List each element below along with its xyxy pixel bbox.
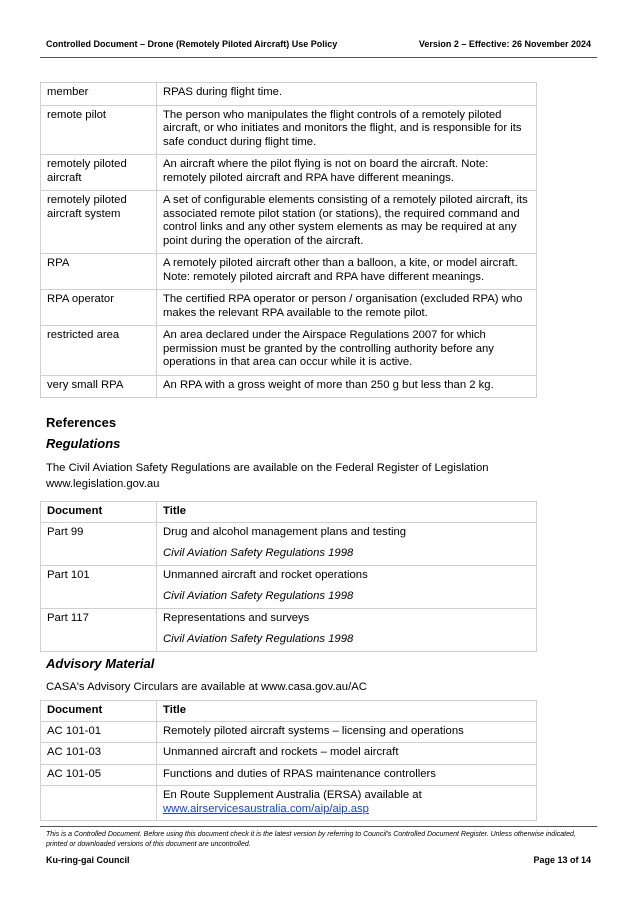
airservices-link[interactable]: www.airservicesaustralia.com/aip/aip.asp [163, 802, 369, 815]
advisory-heading: Advisory Material [46, 656, 155, 671]
document-cell: AC 101-01 [41, 721, 157, 743]
title-cell [157, 522, 537, 565]
title-cell [157, 786, 537, 821]
title-cell: Remotely piloted aircraft systems – licensing and operations [157, 721, 537, 743]
definition-cell: An RPA with a gross weight of more than 250 g but less than 2 kg. [157, 375, 537, 398]
definition-cell: An area declared under the Airspace Regulations 2007 for which permission must be granted by the controlling authority before any operations in that area can occur while it is active. [157, 326, 537, 376]
title-text: Drug and alcohol management plans and testing [163, 525, 407, 538]
term-cell: RPA operator [41, 290, 157, 326]
definitions-table [40, 82, 537, 398]
column-header-document: Document [41, 701, 157, 722]
title-text: Representations and surveys [163, 611, 310, 624]
term-cell: member [41, 83, 157, 106]
table-row [41, 721, 537, 743]
regulation-name: Civil Aviation Safety Regulations 1998 [163, 590, 354, 602]
council-name: Ku-ring-gai Council [46, 855, 130, 865]
term-cell: very small RPA [41, 375, 157, 398]
definition-cell: A set of configurable elements consisting of a remotely piloted aircraft, its associated remote pilot station (or stations), the required command and control links and any other system elements as may be required at any point during the operation of the aircraft. [157, 191, 537, 254]
table-row [41, 743, 537, 765]
term-cell: restricted area [41, 326, 157, 376]
term-cell: remote pilot [41, 105, 157, 155]
table-row [41, 326, 537, 376]
page-header [46, 39, 591, 49]
regulation-name: Civil Aviation Safety Regulations 1998 [163, 547, 354, 559]
title-cell: Unmanned aircraft and rockets – model aircraft [157, 743, 537, 765]
page-number: Page 13 of 14 [533, 855, 591, 865]
document-cell: Part 117 [41, 608, 157, 651]
document-cell [41, 786, 157, 821]
term-cell: RPA [41, 254, 157, 290]
title-cell [157, 565, 537, 608]
table-row [41, 764, 537, 786]
definition-cell: The person who manipulates the flight controls of a remotely piloted aircraft, or who initiates and monitors the flight, and is responsible for its safe conduct during flight time. [157, 105, 537, 155]
regulations-heading: Regulations [46, 436, 121, 451]
references-heading: References [46, 415, 117, 430]
table-row [41, 155, 537, 191]
document-cell: AC 101-05 [41, 764, 157, 786]
footer-divider [40, 826, 597, 827]
table-row [41, 105, 537, 155]
header-divider [40, 57, 597, 58]
title-text: Unmanned aircraft and rocket operations [163, 568, 368, 581]
table-row [41, 254, 537, 290]
column-header-document: Document [41, 502, 157, 523]
table-row [41, 522, 537, 565]
document-cell: Part 101 [41, 565, 157, 608]
ersa-title: En Route Supplement Australia (ERSA) available at [163, 789, 422, 801]
table-row [41, 290, 537, 326]
regulations-table [40, 501, 537, 652]
document-cell: AC 101-03 [41, 743, 157, 765]
table-row [41, 375, 537, 398]
definition-cell: An aircraft where the pilot flying is not on board the aircraft. Note: remotely piloted aircraft and RPA have different meanings. [157, 155, 537, 191]
title-cell [157, 608, 537, 651]
regulations-intro: The Civil Aviation Safety Regulations are available on the Federal Register of Legislation www.legislation.gov.au [46, 462, 489, 490]
table-row [41, 565, 537, 608]
document-title: Controlled Document – Drone (Remotely Piloted Aircraft) Use Policy [46, 39, 338, 49]
table-row [41, 191, 537, 254]
title-cell: Functions and duties of RPAS maintenance controllers [157, 764, 537, 786]
definition-cell: The certified RPA operator or person / organisation (excluded RPA) who makes the relevant RPA available to the remote pilot. [157, 290, 537, 326]
table-row [41, 786, 537, 821]
regulation-name: Civil Aviation Safety Regulations 1998 [163, 633, 354, 645]
definition-cell: RPAS during flight time. [157, 83, 537, 106]
term-cell: remotely piloted aircraft system [41, 191, 157, 254]
definition-cell: A remotely piloted aircraft other than a balloon, a kite, or model aircraft. Note: remotely piloted aircraft and RPA have different meanings. [157, 254, 537, 290]
table-row [41, 608, 537, 651]
controlled-document-notice: This is a Controlled Document. Before using this document check it is the latest version by referring to Council's Controlled Document Register. Unless otherwise indicated, printed or downloaded versions of this document are uncontrolled. [46, 831, 576, 848]
column-header-title: Title [157, 701, 537, 722]
document-version: Version 2 – Effective: 26 November 2024 [418, 39, 591, 49]
advisory-table [40, 700, 537, 821]
document-cell: Part 99 [41, 522, 157, 565]
advisory-intro: CASA's Advisory Circulars are available at www.casa.gov.au/AC [46, 681, 367, 693]
table-row [41, 83, 537, 106]
column-header-title: Title [157, 502, 537, 523]
term-cell: remotely piloted aircraft [41, 155, 157, 191]
page-footer [46, 855, 591, 865]
